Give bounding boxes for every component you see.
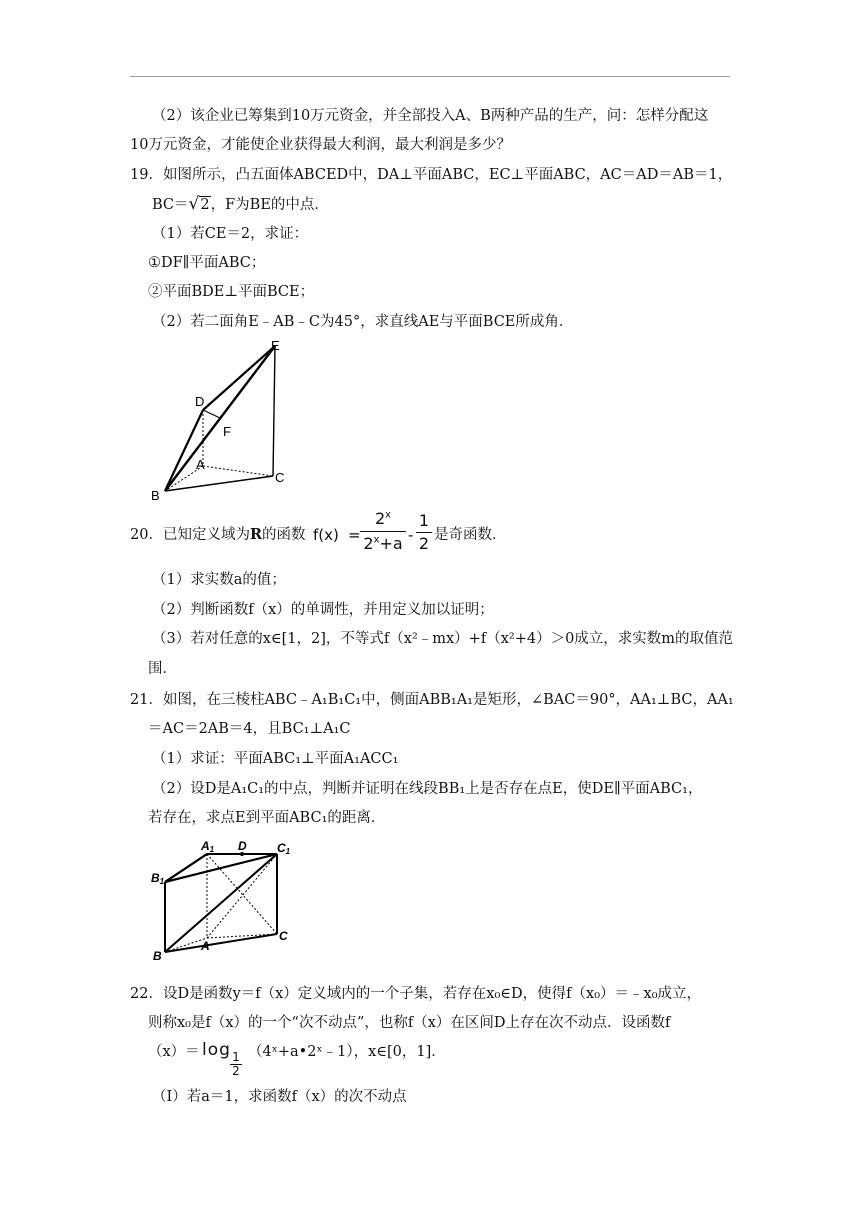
q20-half-numerator: 1: [418, 511, 430, 530]
q18-part2-line1: （2）该企业已筹集到10万元资金，并全部投入A、B两种产品的生产，问：怎样分配这: [152, 108, 709, 124]
q22-line3-post: （4ˣ+a•2ˣ﹣1），x∈[0，1]．: [248, 1044, 446, 1060]
q21-label-A1: A1: [201, 840, 215, 854]
q20-num-base: 2: [374, 509, 386, 528]
q20-half-denominator: 2: [418, 534, 430, 553]
q19-part1: （1）若CE＝2，求证：: [152, 226, 309, 242]
q20-part3: （3）若对任意的x∈[1，2]，不等式f（x²﹣mx）+f（x²+4）＞0成立，求实数m的取值范: [152, 631, 734, 647]
q19-label-D: D: [195, 394, 205, 409]
q20-main-numerator: [360, 510, 406, 528]
q20-den-exp: x: [373, 534, 380, 546]
q21-label-C: C: [279, 929, 288, 943]
q22-log-base-den: 2: [232, 1064, 240, 1078]
q20-part3-tail: 围．: [148, 661, 177, 677]
q20-den-tail: +a: [379, 534, 403, 553]
q19-label-F: F: [223, 424, 231, 439]
q21-part2b: 若存在，求点E到平面ABC₁的距离．: [148, 810, 386, 826]
q20-den-base: 2: [363, 534, 374, 553]
q19-sqrt-value: 2: [200, 197, 210, 213]
q20-minus: -: [408, 526, 414, 544]
q21-label-B: B: [153, 949, 162, 963]
q22-part1: （Ⅰ）若a＝1，求函数f（x）的次不动点: [152, 1089, 407, 1105]
q18-part2-line2: 10万元资金，才能使企业获得最大利润，最大利润是多少？: [130, 137, 511, 153]
q20-intro: [130, 525, 306, 545]
q19-line1: 19．如图所示，凸五面体ABCED中，DA⊥平面ABC，EC⊥平面ABC，AC＝AD＝AB＝1，: [130, 167, 733, 183]
sqrt-icon: √: [188, 194, 200, 214]
q20-part1: （1）求实数a的值；: [152, 572, 286, 588]
q20-intro-post: 是奇函数．: [434, 527, 507, 543]
q20-eq: =: [348, 526, 361, 544]
q20-part2: （2）判断函数f（x）的单调性，并用定义加以证明；: [152, 602, 494, 618]
q20-main-fraction: [360, 510, 406, 553]
q19-label-C: C: [275, 470, 285, 485]
q19-part1a: ①DF∥平面ABC；: [148, 255, 266, 271]
q22-line1: 22．设D是函数y＝f（x）定义域内的一个子集，若存在x₀∈D，使得f（x₀）＝﹣x₀成立，: [130, 986, 702, 1002]
q21-part2a: （2）设D是A₁C₁的中点，判断并证明在线段BB₁上是否存在点E，使DE∥平面ABC₁，: [152, 781, 703, 797]
q21-label-A: A: [201, 939, 210, 953]
q22-log-base: [230, 1051, 242, 1078]
q21-line2: ＝AC＝2AB＝4，且BC₁⊥A₁C: [148, 721, 351, 737]
q22-log: log: [202, 1040, 231, 1060]
q22-line3-pre: （x）＝: [148, 1044, 200, 1060]
q22-line2: 则称x₀是f（x）的一个“次不动点”，也称f（x）在区间D上存在次不动点．设函数f: [148, 1015, 671, 1031]
q19-part1b: ②平面BDE⊥平面BCE；: [148, 284, 315, 300]
q20-main-denominator: [360, 535, 406, 553]
q19-line2-tail: ，F为BE的中点．: [210, 197, 329, 213]
q19-part2: （2）若二面角E﹣AB﹣C为45°，求直线AE与平面BCE所成角．: [152, 314, 574, 330]
q20-main-bar: [360, 531, 406, 532]
q20-half-fraction: [416, 512, 432, 553]
q20-fx: f(x): [313, 526, 339, 544]
q22-log-base-num: 1: [232, 1050, 240, 1064]
q21-line1: 21．如图，在三棱柱ABC﹣A₁B₁C₁中，侧面ABB₁A₁是矩形，∠BAC＝90°，AA₁⊥BC，AA₁: [130, 692, 734, 708]
q20-intro-mid: 的函数: [262, 527, 306, 543]
q19-label-E: E: [271, 338, 280, 353]
q20-reals-symbol: R: [249, 526, 263, 543]
q21-part1: （1）求证：平面ABC₁⊥平面A₁ACC₁: [152, 751, 399, 767]
q21-label-B1: B1: [151, 871, 165, 886]
q20-num-exp: x: [385, 509, 392, 521]
q19-label-B: B: [151, 488, 160, 503]
q20-intro-pre: 20．已知定义域为: [130, 527, 250, 543]
q21-label-D: D: [238, 840, 247, 853]
q19-label-A: A: [196, 457, 205, 472]
q19-pentahedron-figure: [145, 338, 305, 508]
q20-half-bar: [416, 532, 432, 533]
q19-line2: [152, 194, 329, 215]
q21-prism-figure: [145, 840, 305, 965]
q19-bc-eq: BC＝: [152, 197, 189, 213]
q21-label-C1: C1: [277, 841, 291, 856]
header-rule: [130, 76, 730, 77]
